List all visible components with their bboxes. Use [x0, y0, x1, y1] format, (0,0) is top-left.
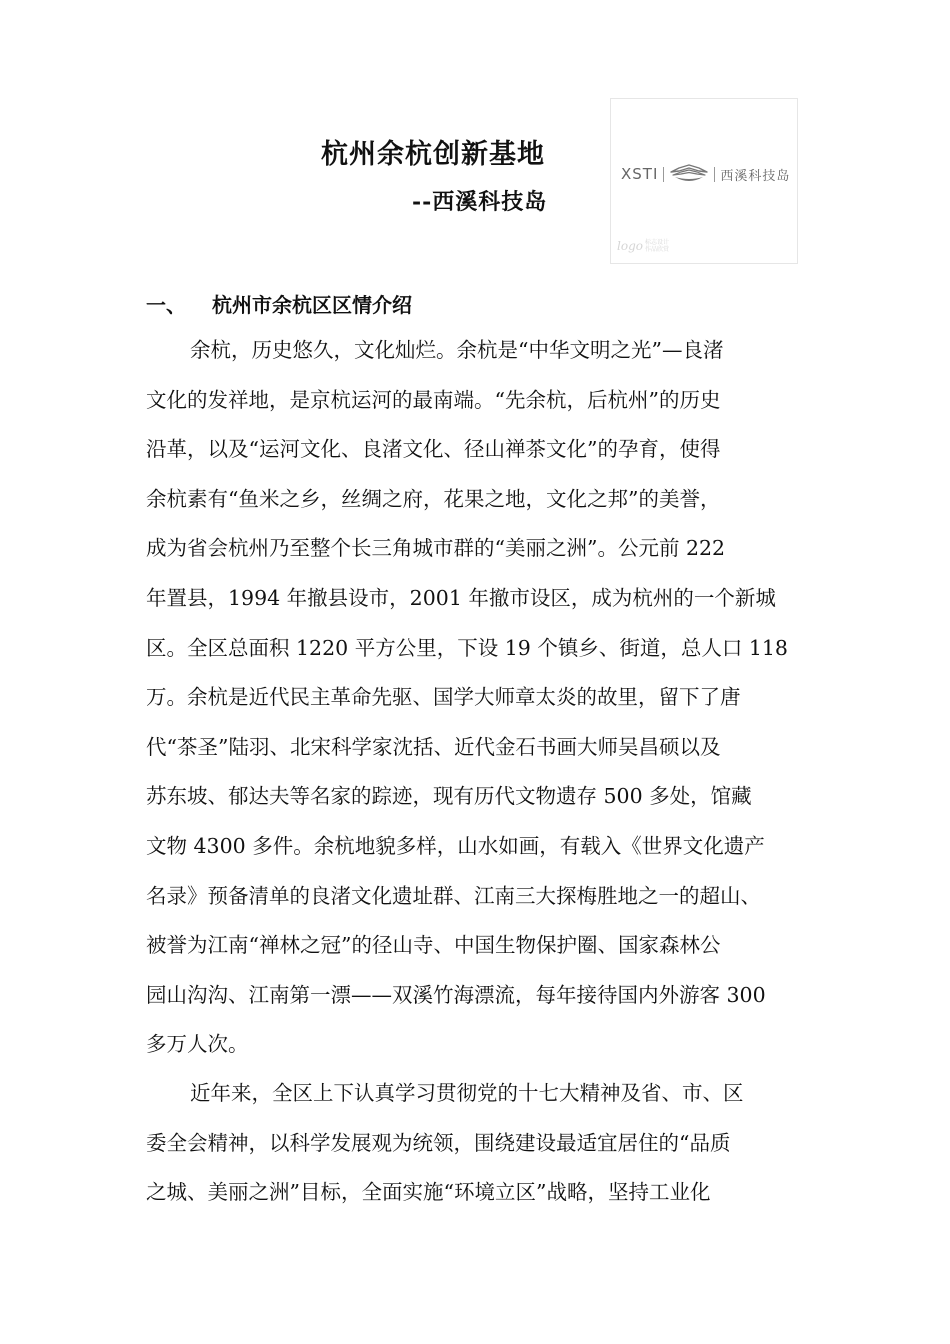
paragraph-line: 区。全区总面积 1220 平方公里，下设 19 个镇乡、街道，总人口 118	[146, 635, 788, 660]
logo-image	[610, 98, 798, 264]
watermark-main-text: logo	[617, 239, 643, 253]
paragraph-line: 年置县，1994 年撤县设市，2001 年撤市设区，成为杭州的一个新城	[146, 585, 776, 610]
logo-divider	[714, 167, 715, 182]
paragraph-recent-years	[146, 1069, 816, 1218]
paragraph-history	[146, 326, 816, 1070]
document-subtitle: --西溪科技岛	[412, 189, 548, 215]
paragraph-line: 被誉为江南“禅林之冠”的径山寺、中国生物保护圈、国家森林公	[146, 933, 721, 958]
logo-watermark	[617, 239, 669, 253]
paragraph-line: 文化的发祥地，是京杭运河的最南端。“先余杭，后杭州”的历史	[146, 387, 721, 412]
paragraph-line: 近年来，全区上下认真学习贯彻党的十七大精神及省、市、区	[190, 1081, 744, 1105]
document-title: 杭州余杭创新基地	[321, 139, 545, 170]
logo-divider	[663, 167, 664, 182]
boat-emblem-icon	[669, 164, 709, 184]
paragraph-line: 多万人次。	[146, 1032, 249, 1057]
section-number: 一、	[146, 293, 186, 317]
section-heading	[146, 289, 412, 318]
section-title: 杭州市余杭区区情介绍	[212, 293, 412, 317]
paragraph-line: 之城、美丽之洲”目标，全面实施“环境立区”战略，坚持工业化	[146, 1180, 711, 1205]
paragraph-line: 文物 4300 多件。余杭地貌多样，山水如画，有载入《世界文化遗产	[146, 833, 765, 858]
paragraph-line: 沿革，以及“运河文化、良渚文化、径山禅茶文化”的孕育，使得	[146, 437, 721, 462]
logo-english-text: XSTI	[621, 165, 659, 183]
paragraph-line: 代“茶圣”陆羽、北宋科学家沈括、近代金石书画大师吴昌硕以及	[146, 734, 721, 759]
paragraph-line: 委全会精神，以科学发展观为统领，围绕建设最适宜居住的“品质	[146, 1130, 731, 1155]
paragraph-line: 苏东坡、郁达夫等名家的踪迹，现有历代文物遗存 500 多处，馆藏	[146, 784, 752, 809]
paragraph-line: 万。余杭是近代民主革命先驱、国学大师章太炎的故里，留下了唐	[146, 685, 741, 710]
paragraph-line: 余杭，历史悠久，文化灿烂。余杭是“中华文明之光”—良渚	[190, 338, 724, 362]
paragraph-line: 成为省会杭州乃至整个长三角城市群的“美丽之洲”。公元前 222	[146, 536, 726, 561]
watermark-side-text	[645, 239, 669, 253]
paragraph-line: 名录》预备清单的良渚文化遗址群、江南三大探梅胜地之一的超山、	[146, 883, 761, 908]
paragraph-line: 园山沟沟、江南第一漂——双溪竹海漂流，每年接待国内外游客 300	[146, 982, 766, 1007]
paragraph-line: 余杭素有“鱼米之乡，丝绸之府，花果之地，文化之邦”的美誉，	[146, 486, 721, 511]
logo-mark	[621, 164, 790, 184]
logo-chinese-text: 西溪科技岛	[720, 168, 791, 184]
watermark-side-line: 标志设计	[644, 239, 669, 246]
watermark-side-line: 作品欣赏	[644, 246, 669, 253]
